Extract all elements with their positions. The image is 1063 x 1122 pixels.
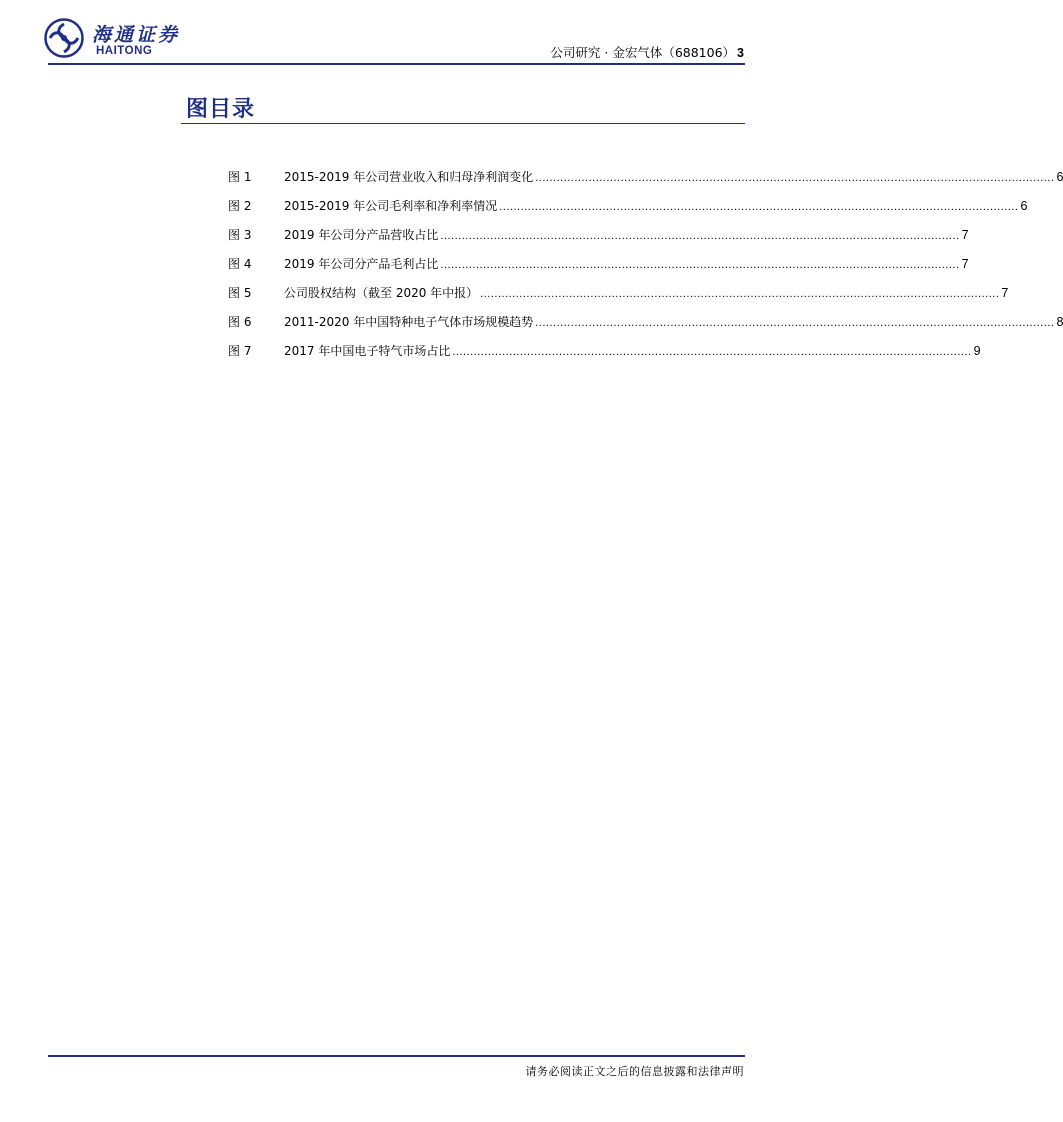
toc-figure-label: 图 5 <box>228 286 252 300</box>
report-info: 公司研究 · 金宏气体（688106） <box>550 45 736 60</box>
toc-entry[interactable] <box>228 313 1063 342</box>
footer-divider <box>48 1055 745 1057</box>
footer-disclaimer: 请务必阅读正文之后的信息披露和法律声明 <box>525 1065 744 1078</box>
toc-leader-dots: .................................................................................................................................................. <box>440 259 960 271</box>
toc-entry-title: 2019 年公司分产品毛利占比 <box>284 257 439 271</box>
toc-entry[interactable] <box>228 255 969 284</box>
toc-leader-dots: .................................................................................................................................................. <box>535 317 1055 329</box>
toc-entry-title: 2017 年中国电子特气市场占比 <box>284 344 451 358</box>
toc-leader-dots: .................................................................................................................................................. <box>440 230 960 242</box>
toc-page-number: 7 <box>1001 286 1009 300</box>
toc-entry-title: 2019 年公司分产品营收占比 <box>284 228 439 242</box>
toc-page-number: 6 <box>1020 199 1028 213</box>
toc-entry[interactable] <box>228 226 969 255</box>
page-title: 图目录 <box>186 97 256 122</box>
logo-chinese-name: 海通证券 <box>92 24 181 46</box>
toc-figure-label: 图 4 <box>228 257 252 271</box>
toc-entry[interactable] <box>228 284 1009 313</box>
toc-figure-label: 图 3 <box>228 228 252 242</box>
report-header-info <box>550 43 744 61</box>
toc-entry-title: 2015-2019 年公司营业收入和归母净利润变化 <box>284 170 534 184</box>
toc-figure-label: 图 7 <box>228 344 252 358</box>
toc-entry[interactable] <box>228 168 1063 197</box>
toc-entry[interactable] <box>228 197 1028 226</box>
haitong-logo-icon <box>44 18 84 58</box>
title-divider <box>181 123 745 124</box>
toc-page-number: 7 <box>961 257 969 271</box>
toc-entry-title: 2015-2019 年公司毛利率和净利率情况 <box>284 199 498 213</box>
toc-figure-label: 图 2 <box>228 199 252 213</box>
logo-english-name: HAITONG <box>96 45 153 57</box>
company-logo <box>44 18 194 60</box>
page-number: 3 <box>737 46 744 60</box>
toc-page-number: 7 <box>961 228 969 242</box>
toc-figure-label: 图 1 <box>228 170 252 184</box>
toc-leader-dots: .................................................................................................................................................. <box>452 346 972 358</box>
toc-leader-dots: .................................................................................................................................................. <box>535 172 1055 184</box>
toc-entry[interactable] <box>228 342 981 371</box>
figure-list <box>228 168 1063 371</box>
toc-figure-label: 图 6 <box>228 315 252 329</box>
toc-entry-title: 公司股权结构（截至 2020 年中报） <box>284 286 479 300</box>
toc-page-number: 8 <box>1056 315 1063 329</box>
toc-page-number: 6 <box>1056 170 1063 184</box>
header-divider <box>48 63 745 65</box>
toc-page-number: 9 <box>973 344 981 358</box>
toc-leader-dots: .................................................................................................................................................. <box>499 201 1019 213</box>
toc-leader-dots: .................................................................................................................................................. <box>480 288 1000 300</box>
toc-entry-title: 2011-2020 年中国特种电子气体市场规模趋势 <box>284 315 534 329</box>
